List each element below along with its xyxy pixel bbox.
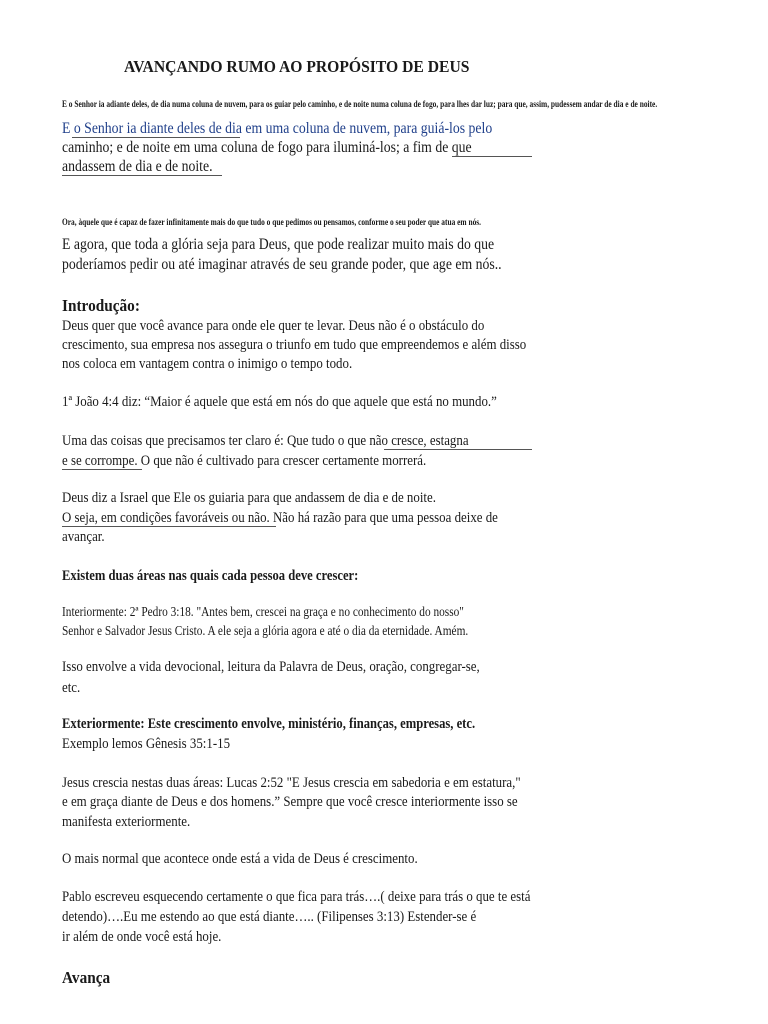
pablo-line-3: ir além de onde você está hoje. bbox=[62, 929, 222, 945]
verse1-old-translation: E o Senhor ia adiante deles, de dia numa coluna de nuvem, para os guiar pelo caminho, e de noite numa coluna de fogo, para lhes dar luz; para que, assim, pudessem andar de dia e de noite. bbox=[62, 100, 658, 110]
verse1-line-1: E o Senhor ia diante deles de dia em uma coluna de nuvem, para guiá-los pelo bbox=[62, 120, 493, 137]
underline-claro-a bbox=[384, 449, 532, 450]
verse2-line-2: poderíamos pedir ou até imaginar através de seu grande poder, que age em nós.. bbox=[62, 256, 502, 273]
intro-line-3: nos coloca em vantagem contra o inimigo o tempo todo. bbox=[62, 356, 353, 372]
exemplo-line: Exemplo lemos Gênesis 35:1-15 bbox=[62, 736, 231, 752]
areas-heading: Existem duas áreas nas quais cada pessoa deve crescer: bbox=[62, 568, 359, 584]
underline-verse1-b bbox=[452, 156, 532, 157]
claro-line-1: Uma das coisas que precisamos ter claro é: Que tudo o que não cresce, estagna bbox=[62, 433, 469, 449]
jesus-line-1: Jesus crescia nestas duas áreas: Lucas 2:52 "E Jesus crescia em sabedoria e em estatura," bbox=[62, 775, 521, 791]
verse1-line-3: andassem de dia e de noite. bbox=[62, 158, 213, 175]
intro-line-1: Deus quer que você avance para onde ele quer te levar. Deus não é o obstáculo do bbox=[62, 318, 485, 334]
verse2-line-1: E agora, que toda a glória seja para Deus, que pode realizar muito mais do que bbox=[62, 236, 495, 253]
intro-heading: Introdução: bbox=[62, 296, 140, 315]
document-title: AVANÇANDO RUMO AO PROPÓSITO DE DEUS bbox=[124, 57, 470, 76]
jesus-line-3: manifesta exteriormente. bbox=[62, 814, 191, 830]
jesus-line-2: e em graça diante de Deus e dos homens.” Sempre que você cresce interiormente isso se bbox=[62, 794, 518, 810]
israel-line-2: O seja, em condições favoráveis ou não. Não há razão para que uma pessoa deixe de bbox=[62, 510, 498, 526]
interior-line-2: Senhor e Salvador Jesus Cristo. A ele seja a glória agora e até o dia da eternidade. Amém. bbox=[62, 623, 469, 638]
verse1-line-2: caminho; e de noite em uma coluna de fogo para iluminá-los; a fim de que bbox=[62, 139, 472, 156]
john-verse-line: 1ª João 4:4 diz: “Maior é aquele que está em nós do que aquele que está no mundo.” bbox=[62, 394, 497, 410]
underline-claro-b bbox=[62, 469, 142, 470]
israel-line-3: avançar. bbox=[62, 529, 105, 545]
pablo-line-2: detendo)….Eu me estendo ao que está diante….. (Filipenses 3:13) Estender-se é bbox=[62, 909, 477, 925]
normal-line: O mais normal que acontece onde está a vida de Deus é crescimento. bbox=[62, 851, 418, 867]
pablo-line-1: Pablo escreveu esquecendo certamente o que fica para trás….( deixe para trás o que te está bbox=[62, 889, 531, 905]
devocional-line-2: etc. bbox=[62, 680, 81, 696]
underline-verse1-c bbox=[62, 175, 222, 176]
underline-verse1-a bbox=[72, 137, 240, 138]
devocional-line-1: Isso envolve a vida devocional, leitura da Palavra de Deus, oração, congregar-se, bbox=[62, 659, 480, 675]
israel-line-1: Deus diz a Israel que Ele os guiaria para que andassem de dia e de noite. bbox=[62, 490, 436, 506]
interior-line-1: Interiormente: 2ª Pedro 3:18. "Antes bem, crescei na graça e no conhecimento do nosso" bbox=[62, 604, 464, 619]
claro-line-2: e se corrompe. O que não é cultivado para crescer certamente morrerá. bbox=[62, 453, 427, 469]
underline-israel bbox=[62, 526, 276, 527]
intro-line-2: crescimento, sua empresa nos assegura o triunfo em tudo que empreendemos e além disso bbox=[62, 337, 527, 353]
verse2-old-translation: Ora, àquele que é capaz de fazer infinitamente mais do que tudo o que pedimos ou pensamos, conforme o seu poder que atua em nós. bbox=[62, 218, 482, 228]
exterior-heading: Exteriormente: Este crescimento envolve, ministério, finanças, empresas, etc. bbox=[62, 716, 476, 732]
avanca-heading: Avança bbox=[62, 968, 111, 987]
